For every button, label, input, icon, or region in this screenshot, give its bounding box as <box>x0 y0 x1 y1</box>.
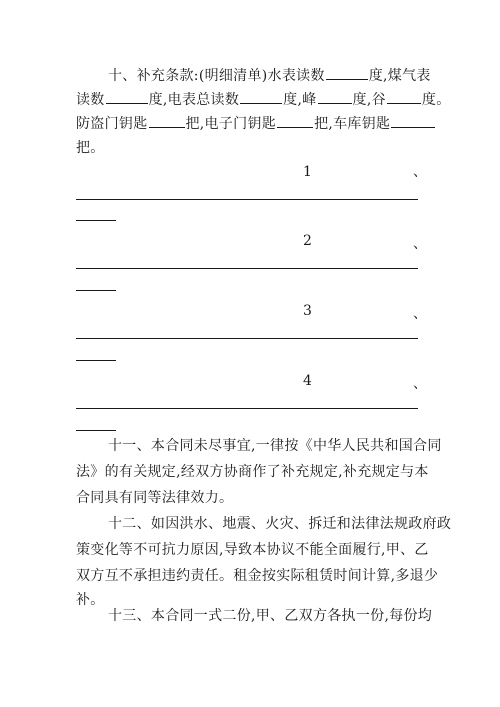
item-3-fill-line[interactable] <box>76 338 418 339</box>
item-separator-2: 、 <box>413 236 427 252</box>
clause10-line1 <box>108 64 458 88</box>
item-1-fill-line-end[interactable] <box>76 220 116 221</box>
electronic-door-key-blank[interactable] <box>277 113 313 128</box>
item-number-1: 1 <box>303 164 312 180</box>
clause10-line3-start: 防盗门钥匙 <box>76 116 148 132</box>
item-number-3: 3 <box>303 303 312 319</box>
garage-key-blank[interactable] <box>391 113 435 128</box>
clause10-line4-end: 把。 <box>76 140 105 156</box>
clause12-line3: 双方互不承担违约责任。租金按实际租赁时间计算,多退少 <box>76 568 439 584</box>
electric-total-blank[interactable] <box>240 89 282 104</box>
item-4-fill-line[interactable] <box>76 408 418 409</box>
item-separator-1: 、 <box>413 164 427 180</box>
clause10-meter2-unit: 度,电表总读数 <box>148 92 240 108</box>
water-meter-blank[interactable] <box>326 65 368 80</box>
item-2-fill-line[interactable] <box>76 268 418 269</box>
item-1-fill-line[interactable] <box>76 199 418 200</box>
item-2-fill-line-end[interactable] <box>76 290 116 291</box>
security-door-key-blank[interactable] <box>149 113 185 128</box>
clause12-line2: 策变化等不可抗力原因,导致本协议不能全面履行,甲、乙 <box>76 542 429 558</box>
clause10-line3 <box>76 112 426 136</box>
item-separator-4: 、 <box>413 376 427 392</box>
clause10-line2-start: 读数 <box>76 92 105 108</box>
item-3-fill-line-end[interactable] <box>76 360 116 361</box>
valley-blank[interactable] <box>387 89 421 104</box>
gas-meter-blank[interactable] <box>106 89 148 104</box>
clause12-line4: 补。 <box>76 592 105 608</box>
clause10-meter3-unit: 度,峰 <box>283 92 317 108</box>
clause10-meter1-unit: 度,煤气表 <box>368 68 431 84</box>
clause11-line2: 法》的有关规定,经双方协商作了补充规定,补充规定与本 <box>76 464 429 480</box>
clause13-line1: 十三、本合同一式二份,甲、乙双方各执一份,每份均 <box>108 608 433 624</box>
clause10-prefix: 十、补充条款:(明细清单)水表读数 <box>108 68 325 84</box>
clause12-line1: 十二、如因洪水、地震、火灾、拆迁和法律法规政府政 <box>108 516 452 532</box>
clause10-line2 <box>76 88 451 112</box>
clause10-line4 <box>76 136 426 160</box>
item-4-fill-line-end[interactable] <box>76 430 116 431</box>
item-separator-3: 、 <box>413 306 427 322</box>
clause11-line1: 十一、本合同未尽事宜,一律按《中华人民共和国合同 <box>108 438 442 454</box>
clause10-key1-unit: 把,电子门钥匙 <box>185 116 277 132</box>
clause11-line3: 合同具有同等法律效力。 <box>76 490 234 506</box>
clause10-peak-unit: 度,谷 <box>352 92 386 108</box>
clause10-key2-unit: 把,车库钥匙 <box>314 116 391 132</box>
item-number-4: 4 <box>303 373 312 389</box>
peak-blank[interactable] <box>318 89 352 104</box>
clause10-valley-unit: 度。 <box>421 92 451 108</box>
item-number-2: 2 <box>303 233 312 249</box>
